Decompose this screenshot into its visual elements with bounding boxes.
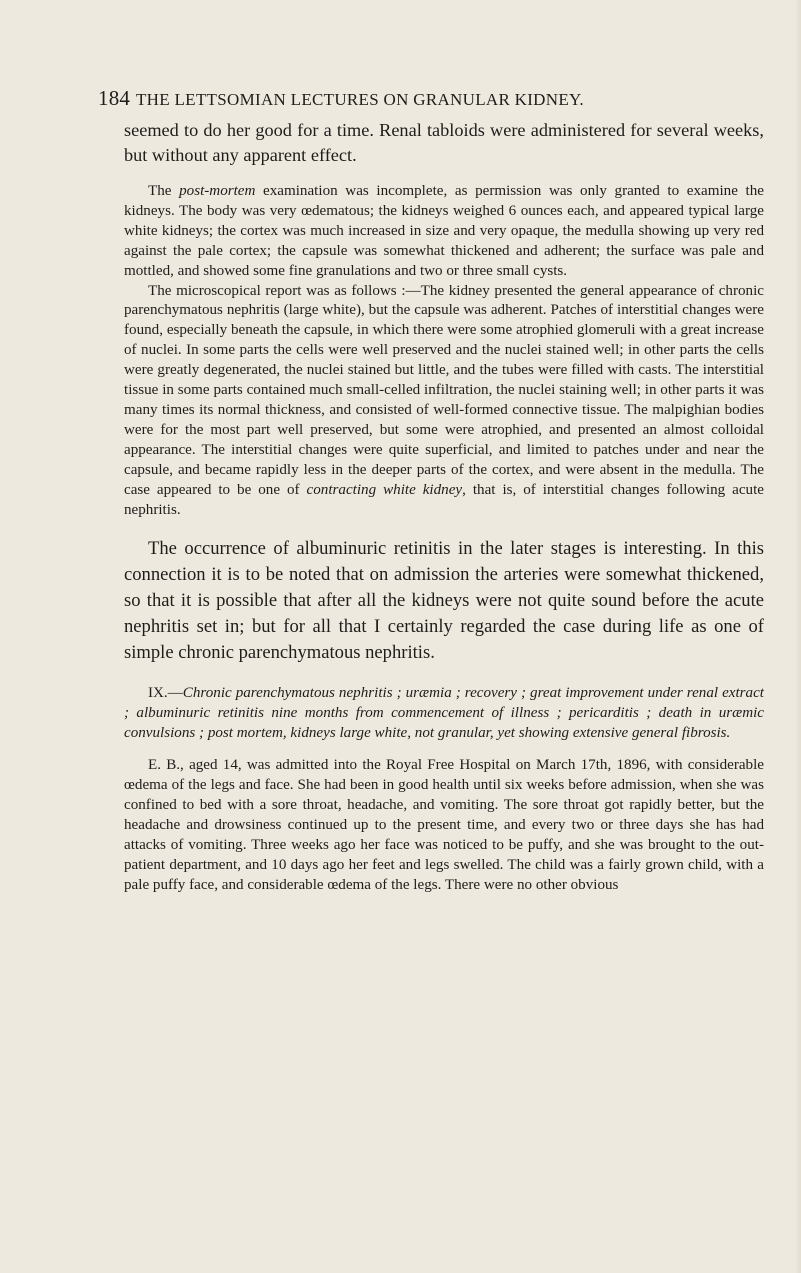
paragraph-continuation: seemed to do her good for a time. Renal tabloids were administered for several weeks, but without any apparent effect. [124,120,764,165]
italic-term: post-mortem [179,183,256,199]
text-run: The [148,183,180,199]
text-run: The microscopical report was as follows :—The kidney presented the general appearance of chronic parenchymatous nephritis (large white), but the capsule was adherent. Patches of interstitial changes were found, especially beneath the capsule, in which there were some atrophied glomeruli with a great increase of nuclei. In some parts the cells were well preserved and the nuclei stained well; in other parts the cells were greatly degenerated, the nuclei stained but little, and the tubes were filled with casts. The interstitial tissue in some parts contained much small-celled infiltration, the nuclei staining well; in other parts it was many times its normal thickness, and consisted of well-formed connective tissue. The malpighian bodies were for the most part well preserved, but some were atrophied, and presented an almost colloidal appearance. The interstitial changes were quite superficial, and limited to patches under and near the capsule, and became rapidly less in the deeper parts of the cortex, and were absent in the medulla. The case appeared to be one of [124,282,764,498]
paragraph-retinitis-comment: The occurrence of albuminuric retinitis in the later stages is interesting. In this connection it is to be noted that on admission the arteries were somewhat thickened, so that it is possible that after all the kidneys were not quite sound before the acute nephritis set in; but for all that I certainly regarded the case during life as one of simple chronic parenchymatous nephritis. [124,538,764,664]
case-heading [124,684,764,744]
paragraph-case-history: E. B., aged 14, was admitted into the Royal Free Hospital on March 17th, 1896, with considerable œdema of the legs and face. She had been in good health until six weeks before admission, when she was confined to bed with a sore throat, headache, and vomiting. The sore throat got rapidly better, but the headache and drowsiness continued up to the present time, and every two or three days she has had attacks of vomiting. Three weeks ago her face was noticed to be puffy, and she was brought to the out-patient department, and 10 days ago her feet and legs swelled. The child was a fairly grown child, with a pale puffy face, and considerable œdema of the legs. There were no other obvious [124,757,764,893]
case-numeral: IX.— [148,685,183,702]
running-title: THE LETTSOMIAN LECTURES ON GRANULAR KIDNEY. [136,90,584,109]
running-header [98,86,718,111]
page-body [124,118,764,895]
page-number: 184 [98,86,131,110]
text-run: examination was incomplete, as permission was only granted to examine the kidneys. The body was very œdematous; the kidneys weighed 6 ounces each, and appeared typical large white kidneys; the cortex was much increased in size and very opaque, the medulla showing up very red against the pale cortex; the capsule was somewhat thickened and adherent; the surface was pale and mottled, and showed some fine granulations and two or three small cysts. [124,183,764,279]
paragraph-post-mortem [124,182,764,282]
case-title: Chronic parenchymatous nephritis ; uræmia ; recovery ; great improvement under renal extract ; albuminuric retinitis nine months from commencement of illness ; pericarditis ; death in uræmic convulsions ; post mortem, kidneys large white, not granular, yet showing extensive general fibrosis. [124,685,764,742]
paragraph-microscopical-report [124,282,764,521]
page-edge [795,0,801,1273]
text-run: , that is, of interstitial changes following acute nephritis. [124,481,764,518]
italic-term: contracting white kidney [306,481,463,498]
